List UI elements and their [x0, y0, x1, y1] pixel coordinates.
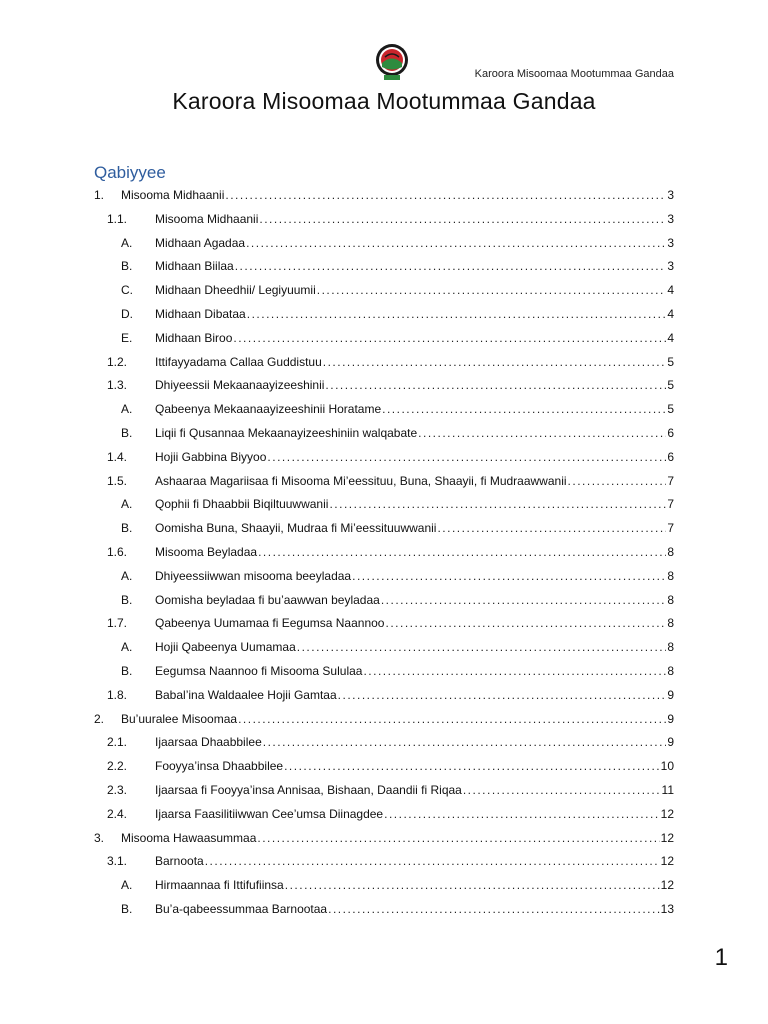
toc-entry-title[interactable]: Fooyya’insa Dhaabbilee — [155, 759, 284, 774]
toc-entry-title[interactable]: Midhaan Dheedhii/ Legiyuumii — [155, 283, 316, 298]
toc-entry-number: 1. — [94, 188, 105, 202]
dot-leader — [246, 232, 666, 256]
toc-entry-number: 1.4. — [107, 449, 128, 464]
dot-leader — [382, 398, 666, 422]
toc-entry-number: 1.2. — [107, 354, 128, 369]
toc-entry-page[interactable]: 9 — [667, 711, 674, 726]
toc-entry-page[interactable]: 8 — [667, 663, 674, 678]
toc-entry-number: B. — [121, 592, 133, 607]
toc-entry[interactable] — [0, 684, 768, 708]
toc-entry-page[interactable]: 8 — [667, 640, 674, 655]
toc-entry-number: D. — [121, 306, 133, 321]
toc-entry[interactable] — [0, 470, 768, 494]
dot-leader — [385, 612, 666, 636]
toc-entry-number: 2.4. — [107, 806, 128, 821]
dot-leader — [328, 898, 660, 922]
toc-entry[interactable] — [0, 660, 768, 684]
toc-entry-title[interactable]: Qabeenya Mekaanaayizeeshinii Horatame — [155, 402, 382, 417]
toc-entry-page[interactable]: 12 — [660, 830, 674, 845]
toc-entry[interactable] — [0, 208, 768, 232]
toc-entry-page[interactable]: 7 — [667, 521, 674, 536]
toc-entry-page[interactable]: 6 — [667, 449, 674, 464]
page-number: 1 — [714, 944, 728, 971]
toc-entry-page[interactable]: 8 — [667, 568, 674, 583]
dot-leader — [247, 303, 667, 327]
toc-entry-page[interactable]: 3 — [667, 211, 674, 226]
toc-entry-number: B. — [121, 663, 133, 678]
toc-entry[interactable] — [0, 827, 768, 851]
toc-entry-page[interactable]: 12 — [660, 854, 674, 869]
toc-entry-title[interactable]: Bu’a-qabeessummaa Barnootaa — [155, 901, 328, 916]
toc-entry-page[interactable]: 6 — [667, 425, 674, 440]
toc-entry-title[interactable]: Dhiyeessii Mekaanaayizeeshinii — [155, 378, 325, 393]
toc-entry-title[interactable]: Ashaaraa Magariisaa fi Misooma Mi’eessituu, Buna, Shaayii, fi Mudraawwanii — [155, 473, 567, 488]
toc-entry[interactable] — [0, 184, 768, 208]
dot-leader — [225, 184, 666, 208]
dot-leader — [363, 660, 666, 684]
toc-entry-number: A. — [121, 402, 133, 417]
toc-entry-number: 3.1. — [107, 854, 128, 869]
toc-entry-number: 2.1. — [107, 735, 128, 750]
toc-entry-page[interactable]: 8 — [667, 616, 674, 631]
toc-entry-title[interactable]: Qophii fi Dhaabbii Biqiltuuwwanii — [155, 497, 329, 512]
document-title: Karoora Misoomaa Mootummaa Gandaa — [172, 88, 596, 114]
toc-entry-page[interactable]: 8 — [667, 592, 674, 607]
toc-entry-number: B. — [121, 901, 133, 916]
toc-entry-page[interactable]: 4 — [667, 306, 674, 321]
toc-entry-page[interactable]: 13 — [660, 901, 674, 916]
toc-entry[interactable] — [0, 374, 768, 398]
toc-entry[interactable] — [0, 303, 768, 327]
dot-leader — [235, 255, 667, 279]
toc-entry-title[interactable]: Eegumsa Naannoo fi Misooma Sululaa — [155, 663, 363, 678]
toc-entry-number: 1.1. — [107, 211, 128, 226]
toc-entry-title[interactable]: Midhaan Biilaa — [155, 259, 234, 274]
dot-leader — [381, 589, 667, 613]
toc-entry[interactable] — [0, 779, 768, 803]
toc-entry-number: 2.3. — [107, 782, 128, 797]
toc-entry-page[interactable]: 10 — [660, 759, 674, 774]
dot-leader — [463, 779, 661, 803]
emblem-icon — [374, 42, 410, 82]
toc-entry[interactable] — [0, 898, 768, 922]
toc-entry-page[interactable]: 9 — [667, 687, 674, 702]
toc-entry-title[interactable]: Qabeenya Uumamaa fi Eegumsa Naannoo — [155, 616, 385, 631]
toc-entry-number: C. — [121, 283, 133, 298]
toc-entry[interactable] — [0, 255, 768, 279]
toc-entry[interactable] — [0, 327, 768, 351]
toc-entry-title[interactable]: Midhaan Dibataa — [155, 306, 246, 321]
toc-entry[interactable] — [0, 731, 768, 755]
toc-entry-title[interactable]: Midhaan Biroo — [155, 330, 233, 345]
toc-entry-page[interactable]: 5 — [667, 354, 674, 369]
dot-leader — [418, 422, 666, 446]
dot-leader — [263, 731, 667, 755]
toc-entry-number: 2. — [94, 711, 105, 726]
toc-entry[interactable] — [0, 517, 768, 541]
dot-leader — [238, 708, 666, 732]
toc-entry-page[interactable]: 12 — [660, 806, 674, 821]
toc-entry-page[interactable]: 5 — [667, 402, 674, 417]
toc-entry-page[interactable]: 7 — [667, 473, 674, 488]
toc-entry[interactable] — [0, 612, 768, 636]
dot-leader — [205, 850, 660, 874]
toc-entry-number: A. — [121, 640, 133, 655]
toc-entry[interactable] — [0, 446, 768, 470]
toc-entry-title[interactable]: Ijaarsaa fi Fooyya’insa Annisaa, Bishaan, Daandii fi Riqaa — [155, 782, 462, 797]
toc-entry-number: E. — [121, 330, 133, 345]
table-of-contents — [0, 184, 768, 922]
toc-entry-page[interactable]: 3 — [667, 188, 674, 202]
toc-heading: Qabiyyee — [94, 163, 166, 182]
dot-leader — [338, 684, 667, 708]
toc-entry-title[interactable]: Misooma Midhaanii — [121, 188, 225, 202]
toc-entry-number: 1.6. — [107, 544, 128, 559]
toc-entry[interactable] — [0, 541, 768, 565]
toc-entry-title[interactable]: Midhaan Agadaa — [155, 235, 246, 250]
toc-entry[interactable] — [0, 755, 768, 779]
dot-leader — [437, 517, 666, 541]
toc-entry[interactable] — [0, 589, 768, 613]
toc-entry-title[interactable]: Dhiyeessiiwwan misooma beeyladaa — [155, 568, 352, 583]
toc-entry[interactable] — [0, 422, 768, 446]
dot-leader — [568, 470, 667, 494]
dot-leader — [233, 327, 666, 351]
toc-entry[interactable] — [0, 351, 768, 375]
toc-entry[interactable] — [0, 850, 768, 874]
running-header: Karoora Misoomaa Mootummaa Gandaa — [474, 68, 674, 80]
dot-leader — [267, 446, 666, 470]
toc-entry-page[interactable]: 4 — [667, 283, 674, 298]
toc-entry-page[interactable]: 9 — [667, 735, 674, 750]
toc-entry-title[interactable]: Oomisha beyladaa fi bu’aawwan beyladaa — [155, 592, 380, 607]
dot-leader — [352, 565, 666, 589]
dot-leader — [323, 351, 667, 375]
toc-entry-number: 1.7. — [107, 616, 128, 631]
toc-entry-page[interactable]: 3 — [667, 259, 674, 274]
toc-entry-number: B. — [121, 425, 133, 440]
toc-entry-title[interactable]: Babal’ina Waldaalee Hojii Gamtaa — [155, 687, 337, 702]
toc-entry-number: 1.5. — [107, 473, 128, 488]
toc-entry-number: 1.8. — [107, 687, 128, 702]
toc-entry-title[interactable]: Ittifayyadama Callaa Guddistuu — [155, 354, 322, 369]
toc-entry-page[interactable]: 5 — [667, 378, 674, 393]
toc-entry-title[interactable]: Ijaarsaa Dhaabbilee — [155, 735, 262, 750]
toc-entry-page[interactable]: 8 — [667, 544, 674, 559]
toc-entry[interactable] — [0, 874, 768, 898]
toc-entry-title[interactable]: Hirmaannaa fi Ittifufiinsa — [155, 878, 284, 893]
toc-entry-title[interactable]: Hojii Qabeenya Uumamaa — [155, 640, 296, 655]
dot-leader — [329, 493, 666, 517]
toc-entry-page[interactable]: 4 — [667, 330, 674, 345]
toc-entry-number: A. — [121, 497, 133, 512]
toc-entry-page[interactable]: 3 — [667, 235, 674, 250]
toc-entry[interactable] — [0, 232, 768, 256]
dot-leader — [285, 874, 660, 898]
toc-entry-number: 3. — [94, 830, 105, 845]
dot-leader — [297, 636, 667, 660]
toc-entry-title[interactable]: Bu’uuralee Misoomaa — [121, 711, 238, 726]
toc-entry-number: B. — [121, 259, 133, 274]
toc-entry-title[interactable]: Liqii fi Qusannaa Mekaanayizeeshiniin walqabate — [155, 425, 418, 440]
toc-entry-number: B. — [121, 521, 133, 536]
dot-leader — [325, 374, 666, 398]
dot-leader — [257, 827, 659, 851]
toc-entry[interactable] — [0, 493, 768, 517]
toc-entry-title[interactable]: Barnoota — [155, 854, 204, 869]
toc-entry-number: 1.3. — [107, 378, 128, 393]
toc-entry[interactable] — [0, 708, 768, 732]
toc-entry-title[interactable]: Hojii Gabbina Biyyoo — [155, 449, 267, 464]
toc-entry[interactable] — [0, 803, 768, 827]
dot-leader — [317, 279, 667, 303]
toc-entry[interactable] — [0, 398, 768, 422]
toc-entry-number: A. — [121, 568, 133, 583]
dot-leader — [259, 208, 666, 232]
toc-entry-number: 2.2. — [107, 759, 128, 774]
dot-leader — [284, 755, 660, 779]
toc-entry-number: A. — [121, 235, 133, 250]
toc-entry[interactable] — [0, 279, 768, 303]
toc-entry-page[interactable]: 11 — [661, 782, 674, 797]
toc-entry-title[interactable]: Misooma Hawaasummaa — [121, 830, 257, 845]
toc-entry[interactable] — [0, 565, 768, 589]
toc-entry-number: A. — [121, 878, 133, 893]
dot-leader — [384, 803, 660, 827]
toc-entry[interactable] — [0, 636, 768, 660]
toc-entry-title[interactable]: Misooma Midhaanii — [155, 211, 259, 226]
toc-entry-page[interactable]: 7 — [667, 497, 674, 512]
toc-entry-title[interactable]: Oomisha Buna, Shaayii, Mudraa fi Mi’eessituuwwanii — [155, 521, 437, 536]
toc-entry-title[interactable]: Misooma Beyladaa — [155, 544, 258, 559]
dot-leader — [258, 541, 666, 565]
toc-entry-title[interactable]: Ijaarsa Faasilitiiwwan Cee’umsa Diinagdee — [155, 806, 384, 821]
toc-entry-page[interactable]: 12 — [660, 878, 674, 893]
